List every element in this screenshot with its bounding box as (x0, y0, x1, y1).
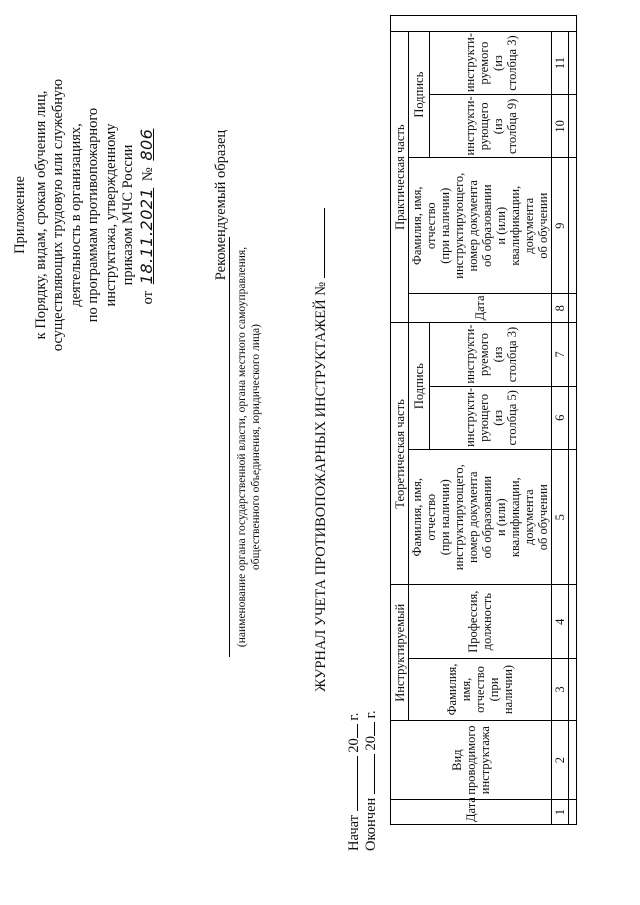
journal-title: ЖУРНАЛ УЧЕТА ПРОТИВОПОЖАРНЫХ ИНСТРУКТАЖЕЙ № (313, 281, 329, 692)
header-fio-instructor-practice: Фамилия, имя, отчество (при наличии) инструктирующего, номер документа об образовании и (или) квалификации, документа об обучении (409, 158, 552, 294)
column-number: 1 (552, 800, 569, 825)
header-signature-theory: Подпись (409, 323, 430, 450)
order-date-handwritten: 18.11.2021 (136, 187, 156, 285)
organization-block (229, 137, 263, 757)
entry-cell (569, 449, 577, 585)
appendix-block (12, 25, 157, 405)
end-year-prefix: 20 (363, 735, 379, 751)
organization-caption-line1: (наименование органа государственной власти, органа местного самоуправления, (236, 246, 248, 648)
order-number-label: № (139, 167, 156, 182)
end-year-blank (362, 722, 375, 736)
order-prefix: от (139, 290, 156, 305)
header-row-2 (409, 16, 430, 825)
header-sign-instructor-practice: инструкти- рующего (из столбца 9) (430, 95, 552, 158)
entry-cell (569, 386, 577, 449)
appendix-line: инструктажа, утвержденному (102, 123, 119, 307)
start-label: Начат (346, 814, 362, 851)
entry-cell (569, 585, 577, 658)
entry-cell (569, 658, 577, 720)
journal-dates (345, 701, 379, 851)
journal-number-blank (311, 208, 325, 278)
appendix-line: деятельность в организациях, (67, 123, 84, 307)
start-year-suffix: г. (346, 712, 362, 721)
header-signature-practice: Подпись (409, 31, 430, 158)
column-number-row (552, 16, 569, 825)
header-sign-instructor-theory: инструкти- рующего (из столбца 5) (430, 386, 552, 449)
header-practice-group: Практическая часть (391, 31, 409, 322)
header-theory-group: Теоретическая часть (391, 323, 409, 585)
header-instruction-type: Вид проводимого инструктажа (391, 721, 552, 800)
end-label: Окончен (363, 797, 379, 851)
journal-heading (311, 115, 330, 785)
column-number: 11 (552, 31, 569, 94)
column-number: 2 (552, 721, 569, 800)
start-date-blank (345, 756, 358, 811)
start-year-prefix: 20 (346, 738, 362, 753)
appendix-line: по программам противопожарного (85, 107, 101, 323)
appendix-line: осуществляющих трудовую или служебную (50, 78, 66, 352)
header-row-1 (391, 16, 409, 825)
start-date-row (345, 701, 362, 851)
organization-caption-line2: общественного объединения, юридического лица) (250, 324, 262, 570)
column-number: 6 (552, 386, 569, 449)
appendix-line: к Порядку, видам, срокам обучения лиц, (32, 90, 49, 340)
header-fio-instructor-theory: Фамилия, имя, отчество (при наличии) инструктирующего, номер документа об образовании и (или) квалификации, документа об обучении (409, 449, 552, 585)
header-fio-instructed: Фамилия, имя, отчество (при наличии) (409, 658, 552, 720)
header-sign-instructed-practice: инструкти- руемого (из столбца 3) (430, 31, 552, 94)
sample-label: Рекомендуемый образец (213, 129, 229, 281)
column-number: 3 (552, 658, 569, 720)
start-year-blank (345, 724, 358, 738)
entry-cell (569, 95, 577, 158)
entry-cell (569, 721, 577, 800)
end-date-blank (362, 754, 375, 794)
appendix-title: Приложение (12, 176, 28, 254)
end-date-row (362, 701, 379, 851)
header-date: Дата (391, 800, 552, 825)
entry-cell (569, 323, 577, 386)
column-number: 10 (552, 95, 569, 158)
column-number: 5 (552, 449, 569, 585)
column-number: 8 (552, 294, 569, 323)
header-sign-instructed-theory: инструкти- руемого (из столбца 3) (430, 323, 552, 386)
journal-table (390, 15, 577, 825)
appendix-line: приказом МЧС России (120, 144, 136, 286)
entry-cell (569, 158, 577, 294)
order-reference (138, 25, 158, 405)
header-instructed-group: Инструктируемый (391, 585, 409, 721)
order-number-handwritten: 806 (136, 128, 156, 161)
column-number: 4 (552, 585, 569, 658)
organization-name-line (229, 237, 230, 657)
column-number: 9 (552, 158, 569, 294)
entry-cell (569, 31, 577, 94)
header-profession: Профессия, должность (409, 585, 552, 658)
header-date-practice: Дата (409, 294, 552, 323)
entry-cell (569, 294, 577, 323)
entry-cell (569, 800, 577, 825)
empty-entry-row (569, 16, 577, 825)
column-number: 7 (552, 323, 569, 386)
table-edge-column (391, 16, 577, 32)
end-year-suffix: г. (363, 710, 379, 719)
